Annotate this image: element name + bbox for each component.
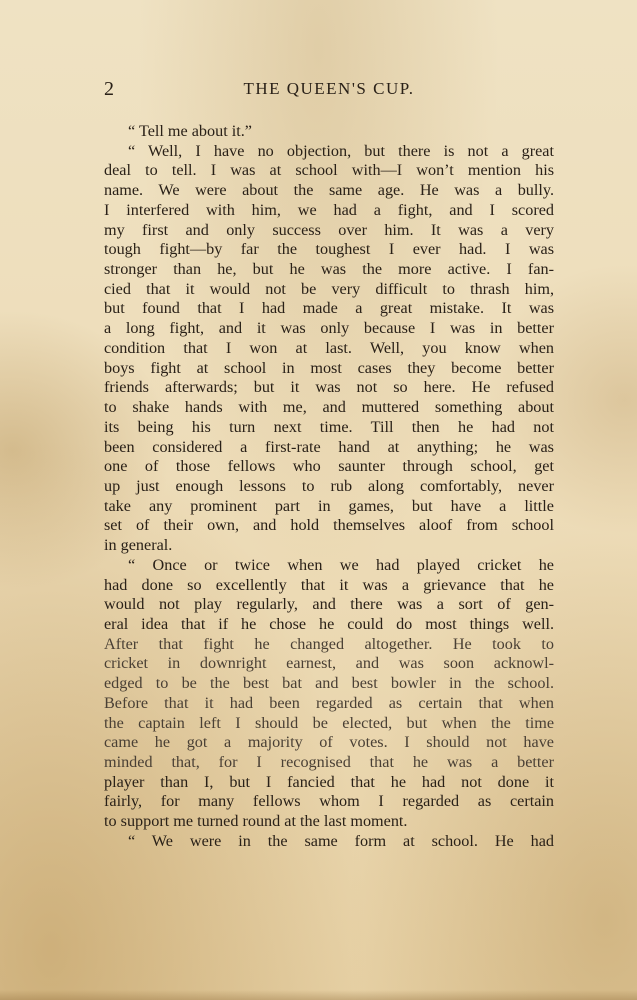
text-line: “ We were in the same form at school. He had [128,831,554,850]
text-line: my first and only success over him. It was a very [104,220,554,239]
text-line: tough fight—by far the toughest I ever had. I was [104,240,554,259]
running-title: THE QUEEN'S CUP. [243,79,415,98]
text-line: set of their own, and hold themselves aloof from school [104,516,554,535]
body-text [104,122,554,852]
text-line: been considered a first-rate hand at anything; he was [104,437,554,456]
text-line: had done so excellently that it was a grievance that he [104,575,554,594]
text-line: a long fight, and it was only because I was in better [104,319,554,338]
text-line: its being his turn next time. Till then he had not [104,417,554,436]
text-line: came he got a majority of votes. I should not have [104,733,554,752]
page-edge-stain [0,990,637,1000]
text-line: one of those fellows who saunter through school, get [104,457,554,476]
text-line: cied that it would not be very difficult to thrash him, [104,279,554,298]
text-line: Before that it had been regarded as certain that when [104,693,554,712]
text-line: boys fight at school in most cases they become better [104,358,554,377]
text-line: cricket in downright earnest, and was soon acknowl- [104,654,554,673]
page-number: 2 [104,78,115,100]
text-line: edged to be the best bat and best bowler in the school. [104,674,554,693]
text-line: player than I, but I fancied that he had not done it [104,772,554,791]
text-line: “ Tell me about it.” [128,122,252,140]
text-line: fairly, for many fellows whom I regarded as certain [104,792,554,811]
text-line: friends afterwards; but it was not so here. He refused [104,378,554,397]
text-line: eral idea that if he chose he could do most things well. [104,614,554,633]
text-line: stronger than he, but he was the more active. I fan- [104,260,554,279]
running-head [104,78,554,104]
text-line: minded that, for I recognised that he was a better [104,753,554,771]
text-line: I interfered with him, we had a fight, and I scored [104,200,554,219]
text-line: “ Well, I have no objection, but there is not a great [128,141,554,160]
text-line: After that fight he changed altogether. He took to [104,634,554,653]
text-line: condition that I won at last. Well, you know when [104,338,554,357]
text-line: but found that I had made a great mistake. It was [104,299,554,318]
text-line: up just enough lessons to rub along comfortably, never [104,476,554,495]
text-line: to shake hands with me, and muttered something about [104,398,554,417]
text-line: deal to tell. I was at school with—I won’t mention his [104,161,554,180]
text-line: take any prominent part in games, but have a little [104,496,554,515]
text-line: the captain left I should be elected, but when the time [104,713,554,732]
text-line: would not play regularly, and there was a sort of gen- [104,595,554,614]
text-line: name. We were about the same age. He was a bully. [104,181,554,200]
text-line: “ Once or twice when we had played cricket he [128,555,554,574]
text-line: in general. [104,536,173,555]
text-line: to support me turned round at the last moment. [104,812,408,831]
